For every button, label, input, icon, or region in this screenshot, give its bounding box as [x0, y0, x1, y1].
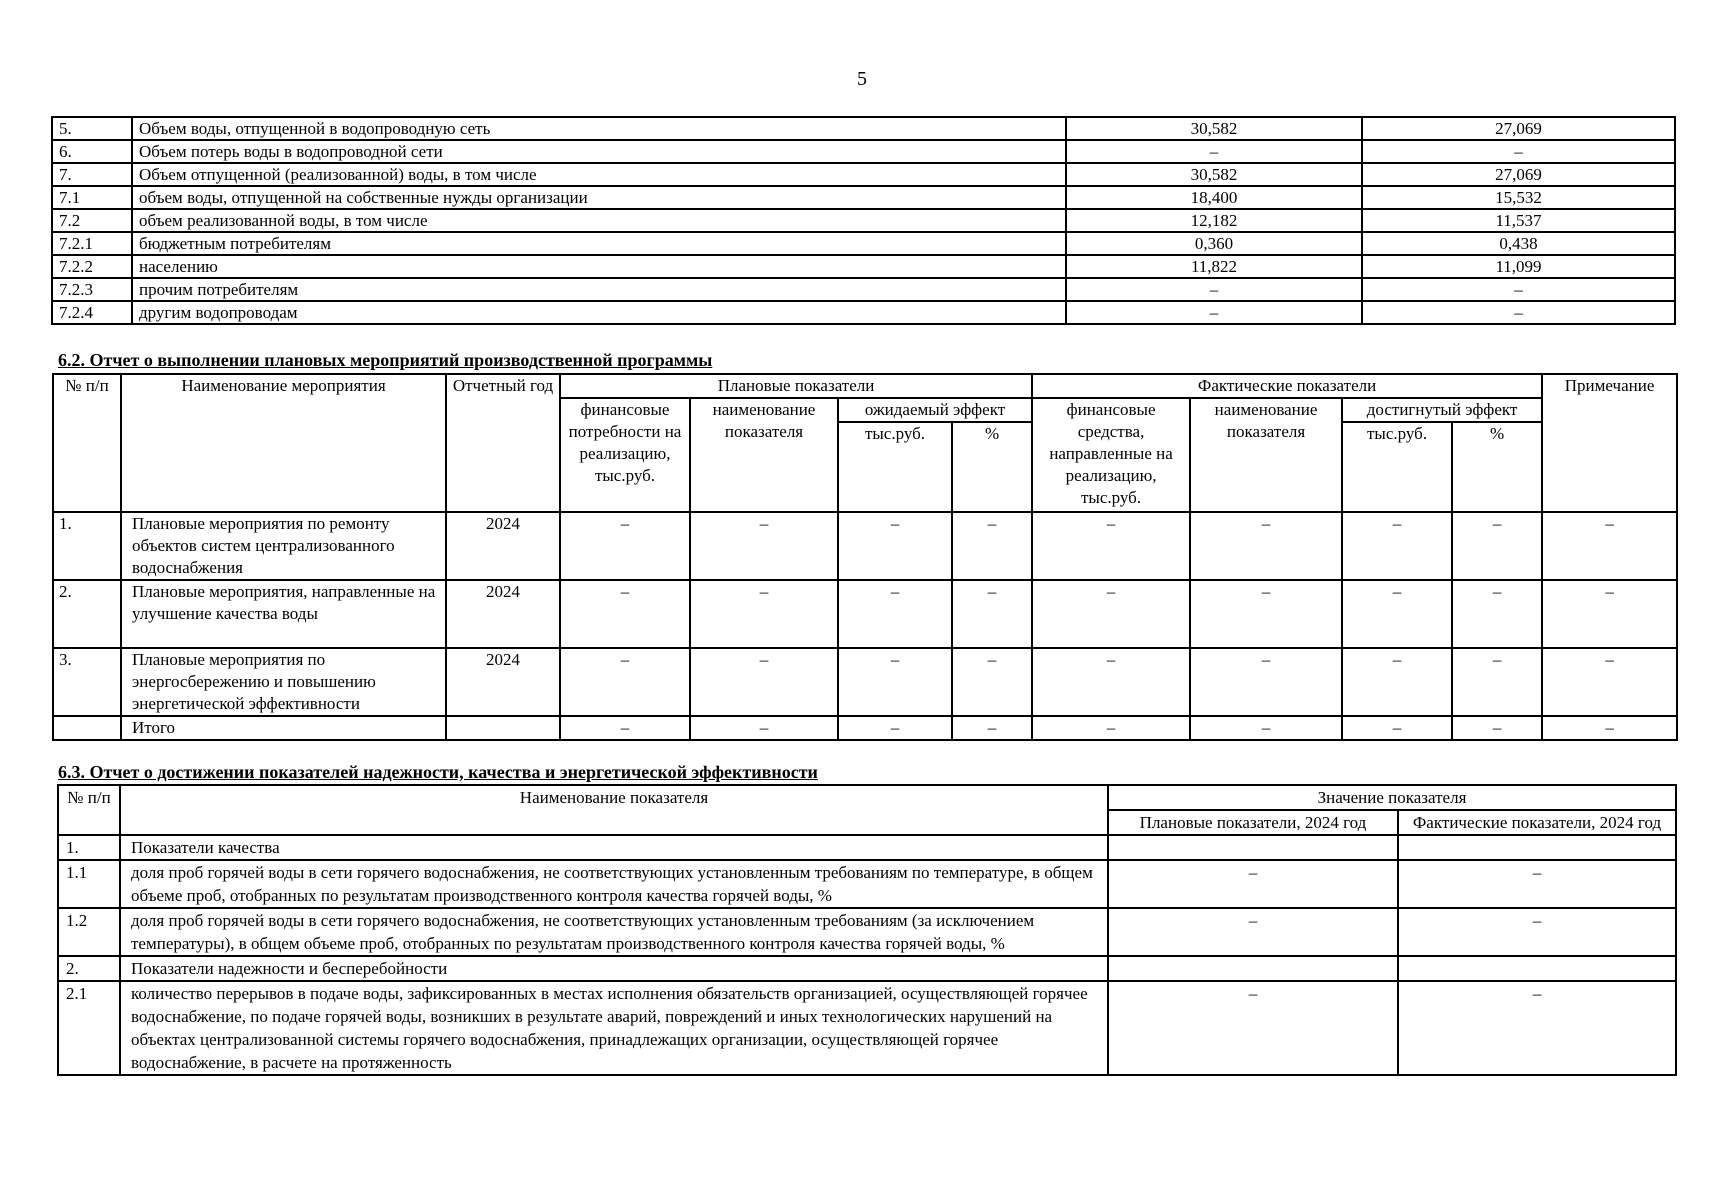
row-name: Объем отпущенной (реализованной) воды, в том числе — [132, 163, 1066, 186]
row-value: – — [838, 580, 952, 648]
table-row — [53, 648, 1677, 716]
table-row — [53, 580, 1677, 648]
row-fact-value — [1398, 956, 1676, 981]
row-value: – — [1452, 648, 1542, 716]
reliability-indicators-table — [57, 784, 1677, 1076]
row-value: – — [1342, 512, 1452, 580]
table-row — [52, 117, 1675, 140]
header-fact-indicators: Фактические показатели, 2024 год — [1398, 810, 1676, 835]
row-value: – — [1542, 648, 1677, 716]
row-plan-value — [1108, 835, 1398, 860]
row-name: другим водопроводам — [132, 301, 1066, 324]
row-number: 6. — [52, 140, 132, 163]
row-plan-value: – — [1066, 140, 1362, 163]
table-row — [52, 278, 1675, 301]
header-fact-effect-rub: тыс.руб. — [1342, 422, 1452, 512]
total-label: Итого — [121, 716, 446, 740]
row-name: населению — [132, 255, 1066, 278]
row-value: – — [560, 648, 690, 716]
total-number — [53, 716, 121, 740]
row-fact-value: 27,069 — [1362, 163, 1675, 186]
row-year: 2024 — [446, 580, 560, 648]
row-number: 7.2.3 — [52, 278, 132, 301]
row-plan-value: 18,400 — [1066, 186, 1362, 209]
table-row — [58, 908, 1676, 956]
row-indicator-name: Показатели качества — [120, 835, 1108, 860]
row-number: 2. — [53, 580, 121, 648]
header-num: № п/п — [53, 374, 121, 512]
row-fact-value — [1398, 835, 1676, 860]
row-number: 7.2.4 — [52, 301, 132, 324]
row-fact-value: – — [1398, 981, 1676, 1075]
row-number: 7. — [52, 163, 132, 186]
table-row — [52, 255, 1675, 278]
row-value: – — [1032, 648, 1190, 716]
table-row — [52, 301, 1675, 324]
row-number: 1. — [53, 512, 121, 580]
table-row — [58, 860, 1676, 908]
row-indicator-name: доля проб горячей воды в сети горячего водоснабжения, не соответствующих установленным требованиям (за исключением температуры), в общем объеме проб, отобранных по результатам производственного контроля качества горячей воды, % — [120, 908, 1108, 956]
row-number: 5. — [52, 117, 132, 140]
total-row — [53, 716, 1677, 740]
row-value: – — [560, 580, 690, 648]
row-indicator-name: Показатели надежности и бесперебойности — [120, 956, 1108, 981]
row-number: 3. — [53, 648, 121, 716]
row-activity-name: Плановые мероприятия, направленные на улучшение качества воды — [121, 580, 446, 648]
row-plan-value: 30,582 — [1066, 163, 1362, 186]
total-value: – — [1032, 716, 1190, 740]
row-plan-value: – — [1108, 908, 1398, 956]
header-fact-indicator: наименование показателя — [1190, 398, 1342, 512]
header-report-year: Отчетный год — [446, 374, 560, 512]
row-value: – — [690, 648, 838, 716]
page-number: 5 — [857, 68, 867, 90]
row-value: – — [690, 512, 838, 580]
row-number: 7.2.1 — [52, 232, 132, 255]
section-62-title: 6.2. Отчет о выполнении плановых мероприятий производственной программы — [58, 350, 713, 370]
row-fact-value: – — [1362, 140, 1675, 163]
row-value: – — [1190, 512, 1342, 580]
row-number: 1. — [58, 835, 120, 860]
row-name: Объем потерь воды в водопроводной сети — [132, 140, 1066, 163]
header-fact-effect-pct: % — [1452, 422, 1542, 512]
row-number: 1.1 — [58, 860, 120, 908]
row-fact-value: – — [1362, 301, 1675, 324]
table-row — [58, 835, 1676, 860]
total-value: – — [1342, 716, 1452, 740]
row-name: объем воды, отпущенной на собственные нужды организации — [132, 186, 1066, 209]
row-number: 2. — [58, 956, 120, 981]
total-value: – — [952, 716, 1032, 740]
header-plan-indicator: наименование показателя — [690, 398, 838, 512]
row-plan-value: 0,360 — [1066, 232, 1362, 255]
row-fact-value: 15,532 — [1362, 186, 1675, 209]
row-fact-value: 0,438 — [1362, 232, 1675, 255]
row-number: 1.2 — [58, 908, 120, 956]
row-fact-value: – — [1362, 278, 1675, 301]
header-plan-group: Плановые показатели — [560, 374, 1032, 398]
row-number: 7.2.2 — [52, 255, 132, 278]
row-value: – — [952, 512, 1032, 580]
planned-activities-table — [52, 373, 1678, 741]
row-value: – — [838, 512, 952, 580]
row-value: – — [1190, 648, 1342, 716]
row-fact-value: 11,537 — [1362, 209, 1675, 232]
row-value: – — [1190, 580, 1342, 648]
row-value: – — [1032, 580, 1190, 648]
row-value: – — [1452, 580, 1542, 648]
header-fact-group: Фактические показатели — [1032, 374, 1542, 398]
header-num: № п/п — [58, 785, 120, 835]
row-value: – — [1542, 580, 1677, 648]
table-row — [52, 232, 1675, 255]
water-volume-table — [51, 116, 1676, 325]
header-plan-effect: ожидаемый эффект — [838, 398, 1032, 422]
table-row — [52, 140, 1675, 163]
table-row — [58, 956, 1676, 981]
header-indicator-name: Наименование показателя — [120, 785, 1108, 835]
row-plan-value: – — [1108, 981, 1398, 1075]
row-plan-value: – — [1066, 301, 1362, 324]
row-name: бюджетным потребителям — [132, 232, 1066, 255]
total-year — [446, 716, 560, 740]
row-value: – — [952, 580, 1032, 648]
header-plan-effect-rub: тыс.руб. — [838, 422, 952, 512]
row-value: – — [952, 648, 1032, 716]
total-value: – — [1452, 716, 1542, 740]
table-row — [58, 981, 1676, 1075]
row-value: – — [838, 648, 952, 716]
header-note: Примечание — [1542, 374, 1677, 512]
row-plan-value: 12,182 — [1066, 209, 1362, 232]
row-value: – — [1542, 512, 1677, 580]
row-number: 7.2 — [52, 209, 132, 232]
row-fact-value: – — [1398, 860, 1676, 908]
row-value: – — [1452, 512, 1542, 580]
header-fact-financial: финансовые средства, направленные на реализацию, тыс.руб. — [1032, 398, 1190, 512]
header-fact-effect: достигнутый эффект — [1342, 398, 1542, 422]
row-plan-value: 11,822 — [1066, 255, 1362, 278]
header-plan-effect-pct: % — [952, 422, 1032, 512]
row-fact-value: 27,069 — [1362, 117, 1675, 140]
total-value: – — [690, 716, 838, 740]
header-plan-financial: финансовые потребности на реализацию, тыс.руб. — [560, 398, 690, 512]
row-name: Объем воды, отпущенной в водопроводную сеть — [132, 117, 1066, 140]
total-value: – — [1542, 716, 1677, 740]
row-value: – — [1342, 580, 1452, 648]
row-name: прочим потребителям — [132, 278, 1066, 301]
row-fact-value: – — [1398, 908, 1676, 956]
total-value: – — [1190, 716, 1342, 740]
row-fact-value: 11,099 — [1362, 255, 1675, 278]
header-value-group: Значение показателя — [1108, 785, 1676, 810]
table-row — [52, 209, 1675, 232]
row-plan-value: 30,582 — [1066, 117, 1362, 140]
row-indicator-name: количество перерывов в подаче воды, зафиксированных в местах исполнения обязательств организацией, осуществляющей горячее водоснабжение, по подаче горячей воды, возникших в результате аварий, повреждений и иных технологических нарушений на объектах централизованной системы горячего водоснабжения, принадлежащих организации, осуществляющей горячее водоснабжение, в расчете на протяженность — [120, 981, 1108, 1075]
table-row — [52, 186, 1675, 209]
total-value: – — [838, 716, 952, 740]
row-value: – — [690, 580, 838, 648]
table-row — [52, 163, 1675, 186]
row-value: – — [560, 512, 690, 580]
total-value: – — [560, 716, 690, 740]
row-value: – — [1342, 648, 1452, 716]
row-activity-name: Плановые мероприятия по энергосбережению и повышению энергетической эффективности — [121, 648, 446, 716]
row-plan-value: – — [1066, 278, 1362, 301]
row-plan-value — [1108, 956, 1398, 981]
row-year: 2024 — [446, 648, 560, 716]
row-indicator-name: доля проб горячей воды в сети горячего водоснабжения, не соответствующих установленным требованиям по температуре, в общем объеме проб, отобранных по результатам производственного контроля качества горячей воды, % — [120, 860, 1108, 908]
row-name: объем реализованной воды, в том числе — [132, 209, 1066, 232]
row-value: – — [1032, 512, 1190, 580]
row-year: 2024 — [446, 512, 560, 580]
row-number: 7.1 — [52, 186, 132, 209]
header-activity-name: Наименование мероприятия — [121, 374, 446, 512]
table-row — [53, 512, 1677, 580]
row-number: 2.1 — [58, 981, 120, 1075]
header-plan-indicators: Плановые показатели, 2024 год — [1108, 810, 1398, 835]
row-activity-name: Плановые мероприятия по ремонту объектов систем централизованного водоснабжения — [121, 512, 446, 580]
row-plan-value: – — [1108, 860, 1398, 908]
section-63-title: 6.3. Отчет о достижении показателей надежности, качества и энергетической эффективности — [58, 762, 818, 782]
